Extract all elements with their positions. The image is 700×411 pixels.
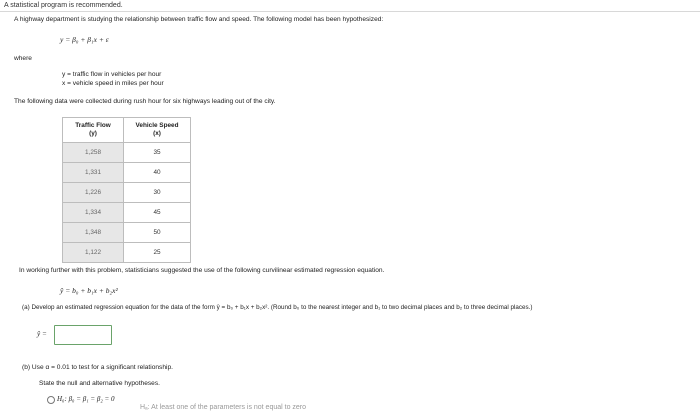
- part-a-text: (a) Develop an estimated regression equation for the data of the form ŷ = b₀ + b₁x + b₂x². (Round b₀ to the nearest integer and b₁ to two decimal places and b₂ to three decimal places.): [22, 304, 533, 311]
- column-header-vehicle-speed-line2: (x): [153, 130, 161, 137]
- column-header-vehicle-speed: [124, 118, 191, 143]
- definition-y: y = traffic flow in vehicles per hour: [62, 71, 162, 78]
- vehicle-speed-cell: 40: [124, 163, 191, 183]
- column-header-traffic-flow-line1: Traffic Flow: [75, 122, 111, 129]
- vehicle-speed-cell: 50: [124, 223, 191, 243]
- curvilinear-intro-text: In working further with this problem, statisticians suggested the use of the following curvilinear estimated regression equation.: [19, 267, 385, 274]
- table-row: [63, 163, 191, 183]
- traffic-flow-cell: 1,331: [63, 163, 124, 183]
- column-header-vehicle-speed-line1: Vehicle Speed: [135, 122, 179, 129]
- hypothesis-option-1-label[interactable]: H₀: β₀ = β₁ = β₂ = 0: [57, 395, 115, 403]
- table-row: [63, 183, 191, 203]
- data-table: [62, 117, 191, 263]
- traffic-flow-cell: 1,122: [63, 243, 124, 263]
- table-row: [63, 243, 191, 263]
- part-b-text: (b) Use α = 0.01 to test for a significant relationship.: [22, 364, 173, 371]
- table-row: [63, 203, 191, 223]
- intro-text: A highway department is studying the relationship between traffic flow and speed. The following model has been hypothesized:: [14, 16, 384, 23]
- traffic-flow-cell: 1,348: [63, 223, 124, 243]
- vehicle-speed-cell: 30: [124, 183, 191, 203]
- traffic-flow-cell: 1,258: [63, 143, 124, 163]
- curvilinear-equation: ŷ = b₀ + b₁x + b₂x²: [60, 286, 118, 295]
- hypothesis-option-1-radio[interactable]: [47, 396, 55, 404]
- recommendation-note: A statistical program is recommended.: [4, 2, 123, 9]
- where-label: where: [14, 55, 32, 62]
- part-a-answer-label: ŷ =: [37, 330, 47, 338]
- vehicle-speed-cell: 25: [124, 243, 191, 263]
- traffic-flow-cell: 1,334: [63, 203, 124, 223]
- model-equation: y = β₀ + β₁x + ε: [60, 35, 109, 44]
- vehicle-speed-cell: 35: [124, 143, 191, 163]
- part-a-answer-input[interactable]: [54, 325, 112, 345]
- header-divider: [0, 11, 700, 12]
- hypothesis-option-1-alternative: Hₐ: At least one of the parameters is not equal to zero: [140, 404, 307, 411]
- column-header-traffic-flow-line2: (y): [89, 130, 97, 137]
- definition-x: x = vehicle speed in miles per hour: [62, 80, 164, 87]
- traffic-flow-cell: 1,226: [63, 183, 124, 203]
- vehicle-speed-cell: 45: [124, 203, 191, 223]
- table-row: [63, 143, 191, 163]
- part-b-prompt: State the null and alternative hypotheses.: [39, 380, 160, 387]
- table-row: [63, 223, 191, 243]
- table-header-row: [63, 118, 191, 143]
- data-intro-text: The following data were collected during rush hour for six highways leading out of the city.: [14, 98, 276, 105]
- column-header-traffic-flow: [63, 118, 124, 143]
